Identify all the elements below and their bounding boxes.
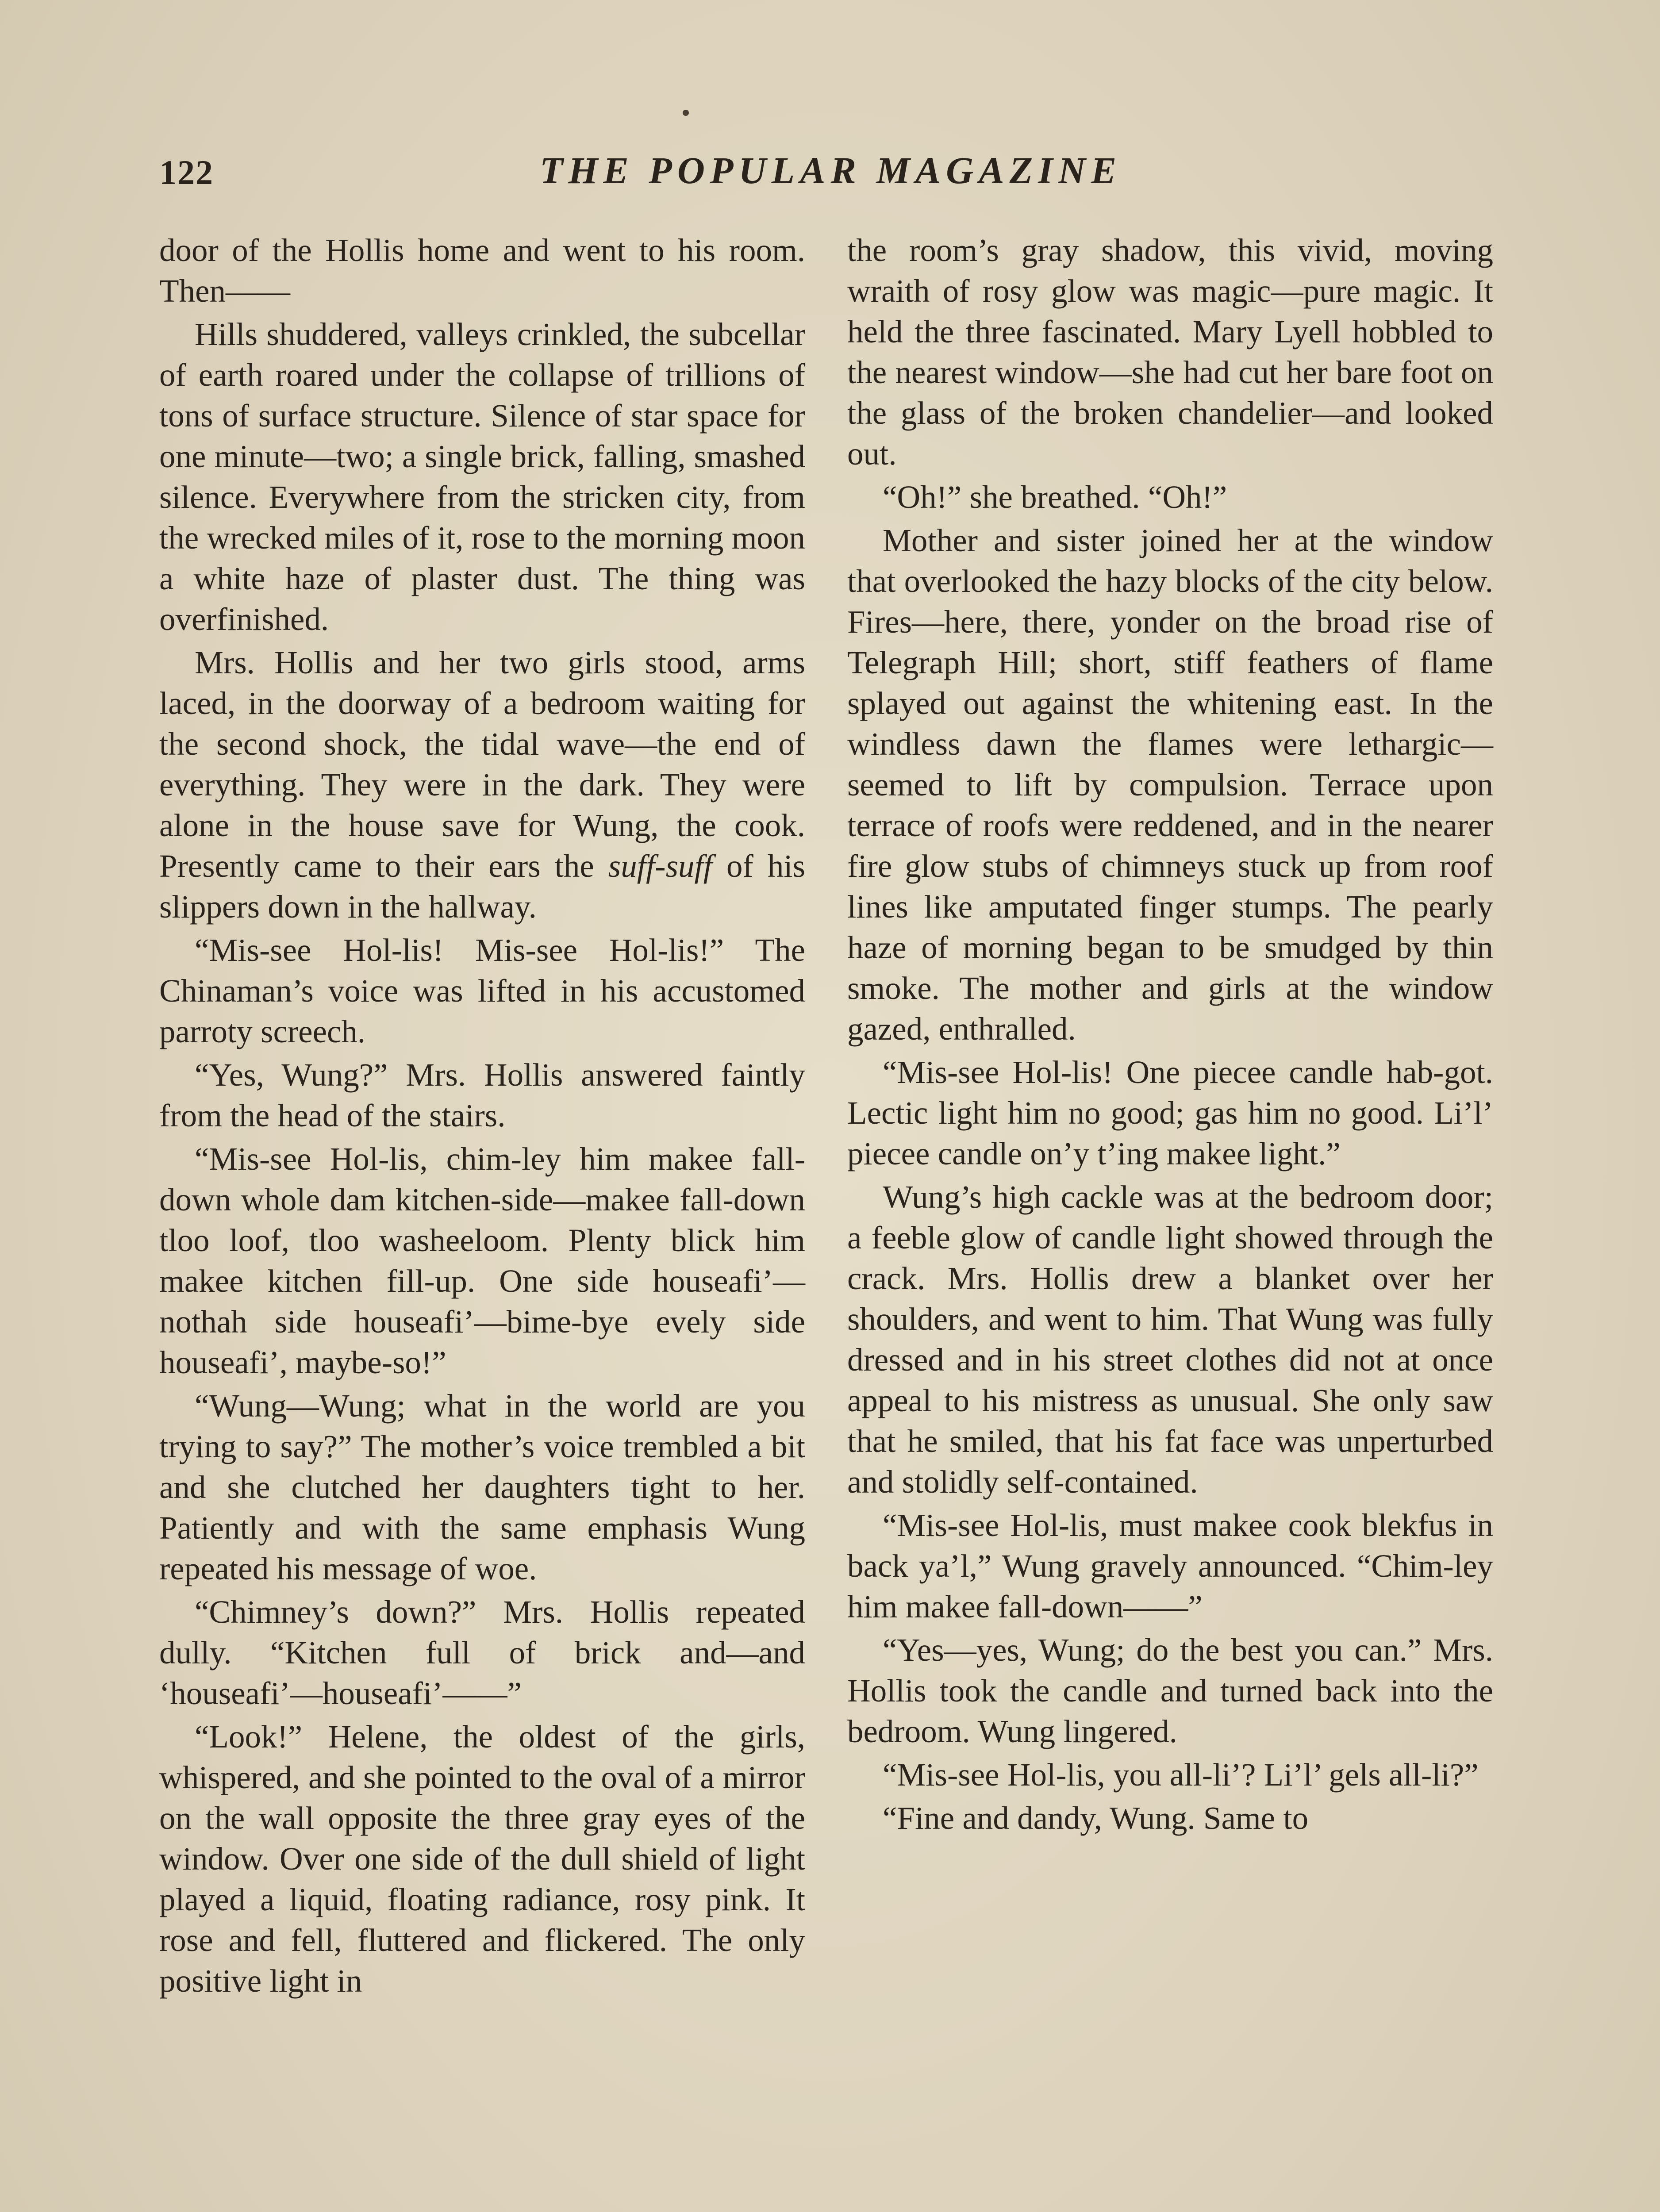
paragraph: “Wung—Wung; what in the world are you trying to say?” The mother’s voice trembled a bit and she clutched her daughters tight to her. Patiently and with the same emphasis Wung repeated his message of woe.: [159, 1388, 805, 1586]
paragraph: door of the Hollis home and went to his room. Then——: [159, 232, 805, 309]
print-speck: [683, 110, 689, 116]
paragraph: “Look!” Helene, the oldest of the girls, whispered, and she pointed to the oval of a mirror on the wall opposite the three gray eyes of the window. Over one side of the dull shield of light played a liquid, floating radiance, rosy pink. It rose and fell, fluttered and flickered. The only positive light in: [159, 1719, 805, 1999]
paragraph: “Mis-see Hol-lis, chim-ley him makee fall-down whole dam kitchen-side—makee fall-down tloo loof, tloo washeeloom. Plenty blick him makee kitchen fill-up. One side houseafi’—nothah side houseafi’—bime-bye evely side houseafi’, maybe-so!”: [159, 1141, 805, 1380]
paragraph: Hills shuddered, valleys crinkled, the subcellar of earth roared under the collapse of trillions of tons of surface structure. Silence of star space for one minute—two; a single brick, falling, smashed silence. Everywhere from the stricken city, from the wrecked miles of it, rose to the morning moon a white haze of plaster dust. The thing was overfinished.: [159, 316, 805, 637]
paragraph: “Yes, Wung?” Mrs. Hollis answered faintly from the head of the stairs.: [159, 1057, 805, 1133]
paragraph: “Chimney’s down?” Mrs. Hollis repeated dully. “Kitchen full of brick and—and ‘houseafi’—houseafi’——”: [159, 1594, 805, 1711]
paragraph: Wung’s high cackle was at the bedroom door; a feeble glow of candle light showed through the crack. Mrs. Hollis drew a blanket over her shoulders, and went to him. That Wung was fully dressed and in his street clothes did not at once appeal to his mistress as unusual. She only saw that he smiled, that his fat face was unperturbed and stolidly self-contained.: [847, 1179, 1493, 1500]
paragraph: “Mis-see Hol-lis! Mis-see Hol-lis!” The Chinaman’s voice was lifted in his accustomed parroty screech.: [159, 932, 805, 1049]
running-header: [159, 149, 1504, 206]
right-column: [847, 230, 1493, 1841]
paragraph-text: of his slippers down in the hallway.: [159, 848, 806, 925]
italic-phrase: suff-suff: [608, 848, 713, 884]
paragraph: the room’s gray shadow, this vivid, moving wraith of rosy glow was magic—pure magic. It held the three fascinated. Mary Lyell hobbled to the nearest window—she had cut her bare foot on the glass of the broken chandelier—and looked out.: [847, 232, 1493, 472]
paragraph: [159, 642, 805, 927]
left-column: [159, 230, 805, 2004]
paragraph: “Mis-see Hol-lis, you all-li’? Li’l’ gels all-li?”: [883, 1757, 1479, 1793]
running-title: THE POPULAR MAGAZINE: [540, 149, 1122, 192]
paragraph: “Mis-see Hol-lis! One piecee candle hab-got. Lectic light him no good; gas him no good. Li’l’ piecee candle on’y t’ing makee light.”: [847, 1054, 1493, 1171]
paragraph: “Fine and dandy, Wung. Same to: [883, 1800, 1309, 1836]
paragraph: Mother and sister joined her at the window that overlooked the hazy blocks of the city below. Fires—here, there, yonder on the broad rise of Telegraph Hill; short, stiff feathers of flame splayed out against the whitening east. In the windless dawn the flames were lethargic—seemed to lift by compulsion. Terrace upon terrace of roofs were reddened, and in the nearer fire glow stubs of chimneys stuck up from roof lines like amputated finger stumps. The pearly haze of morning began to be smudged by thin smoke. The mother and girls at the window gazed, enthralled.: [847, 522, 1493, 1047]
paragraph: “Mis-see Hol-lis, must makee cook blekfus in back ya’l,” Wung gravely announced. “Chim-ley him makee fall-down——”: [847, 1507, 1493, 1624]
paragraph: “Oh!” she breathed. “Oh!”: [883, 479, 1227, 515]
paragraph: “Yes—yes, Wung; do the best you can.” Mrs. Hollis took the candle and turned back into the bedroom. Wung lingered.: [847, 1632, 1493, 1749]
paragraph-text: Mrs. Hollis and her two girls stood, arms laced, in the doorway of a bedroom waiting for the second shock, the tidal wave—the end of everything. They were in the dark. They were alone in the house save for Wung, the cook. Presently came to their ears the: [159, 645, 805, 884]
page-number: 122: [159, 153, 214, 192]
